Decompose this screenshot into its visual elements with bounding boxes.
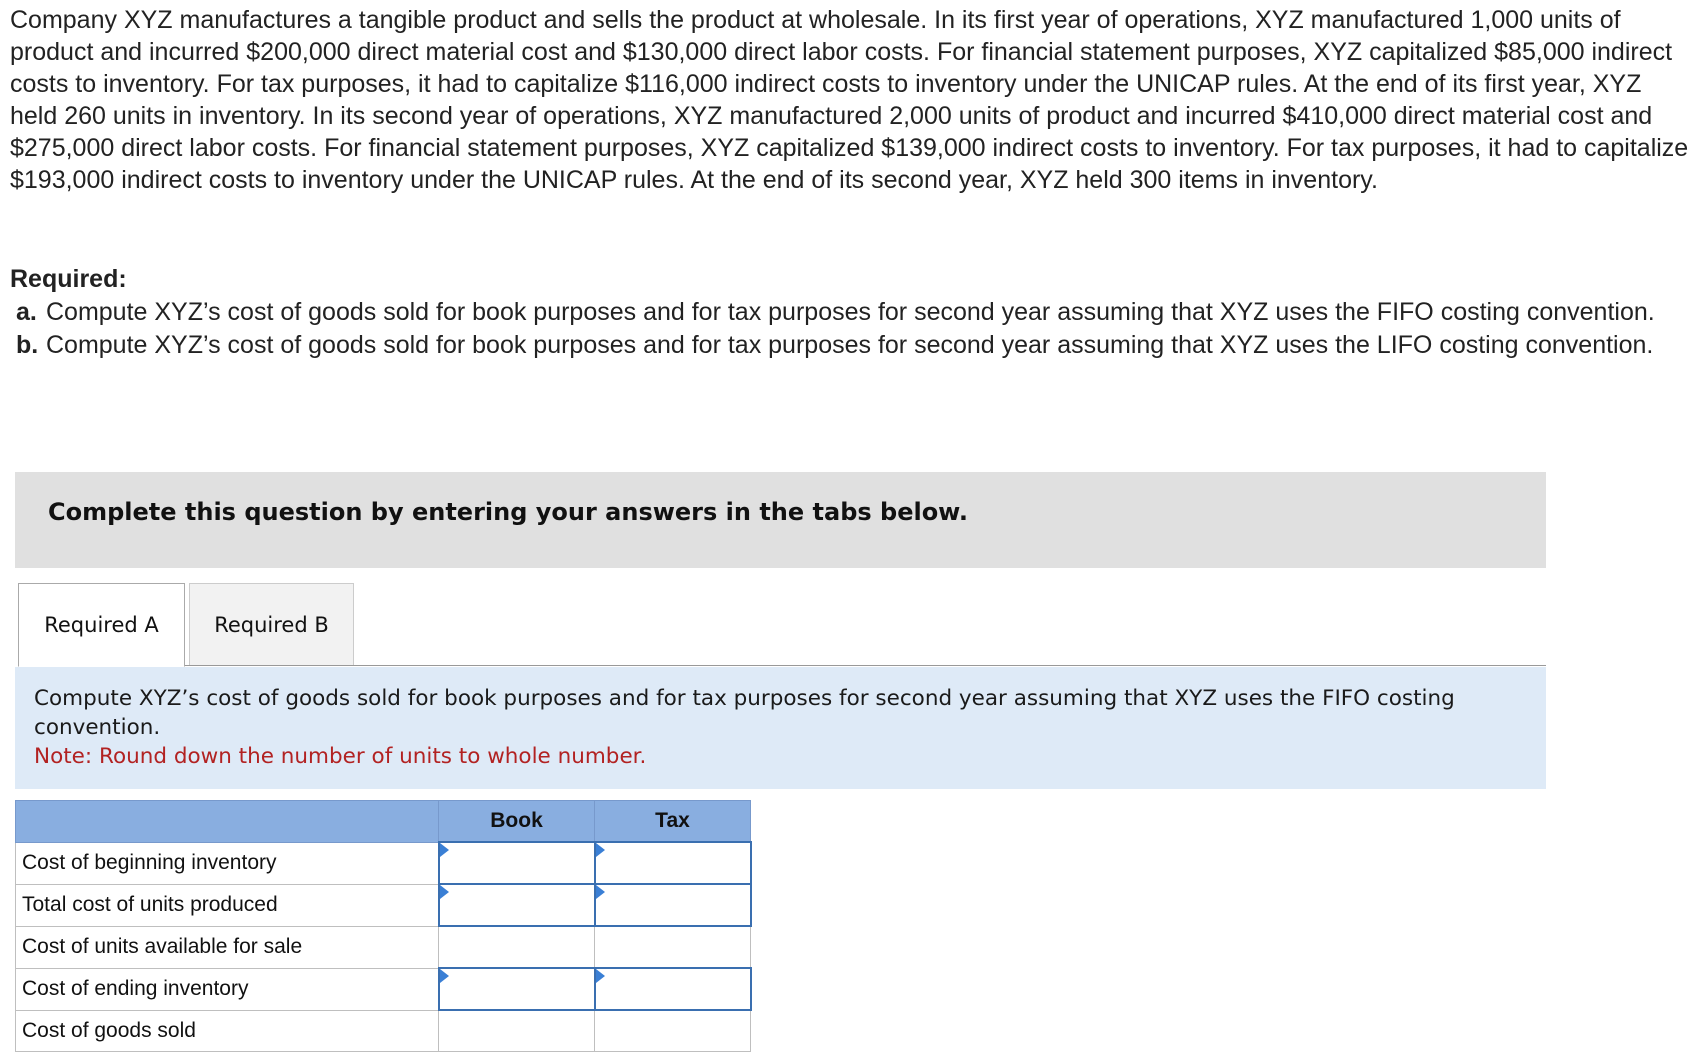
input-marker-icon [596, 885, 605, 899]
units-produced-tax-input[interactable] [596, 885, 750, 925]
available-for-sale-tax-cell [595, 926, 751, 968]
input-marker-icon [440, 969, 449, 983]
requirement-b-text: Compute XYZ’s cost of goods sold for book purposes and for tax purposes for second year assuming that XYZ uses the LIFO costing convention. [46, 331, 1654, 359]
beginning-inventory-tax-cell[interactable] [595, 842, 751, 884]
cogs-tax-cell [595, 1010, 751, 1052]
header-tax: Tax [595, 801, 751, 843]
header-book: Book [439, 801, 595, 843]
tab-bar [18, 583, 1546, 667]
table-row-units-produced [16, 884, 751, 926]
input-marker-icon [440, 843, 449, 857]
input-marker-icon [596, 843, 605, 857]
tab-divider [18, 665, 1546, 666]
row-label: Cost of units available for sale [16, 926, 439, 968]
cogs-book-cell [439, 1010, 595, 1052]
requirement-b [16, 329, 1656, 362]
requirements-list [16, 296, 1656, 362]
input-marker-icon [440, 885, 449, 899]
ending-inventory-book-cell[interactable] [439, 968, 595, 1010]
input-marker-icon [596, 969, 605, 983]
panel-question-text: Compute XYZ’s cost of goods sold for book purposes and for tax purposes for second year assuming that XYZ uses the FIFO costing convention. [34, 686, 1455, 740]
units-produced-book-cell[interactable] [439, 884, 595, 926]
required-heading: Required: [10, 265, 127, 293]
row-label: Total cost of units produced [16, 884, 439, 926]
instruction-banner [15, 472, 1546, 568]
row-label: Cost of ending inventory [16, 968, 439, 1010]
table-row-ending-inventory [16, 968, 751, 1010]
table-row-beginning-inventory [16, 842, 751, 884]
tab-required-b[interactable]: Required B [189, 583, 354, 666]
tab-panel-instructions [15, 667, 1546, 789]
row-label: Cost of beginning inventory [16, 842, 439, 884]
header-label-cell [16, 801, 439, 843]
answer-table [15, 800, 752, 1052]
tab-required-a[interactable]: Required A [18, 583, 185, 667]
available-for-sale-book-cell [439, 926, 595, 968]
beginning-inventory-tax-input[interactable] [596, 843, 750, 883]
beginning-inventory-book-input[interactable] [440, 843, 594, 883]
row-label: Cost of goods sold [16, 1010, 439, 1052]
ending-inventory-book-input[interactable] [440, 969, 594, 1009]
instruction-text: Complete this question by entering your answers in the tabs below. [48, 498, 968, 526]
ending-inventory-tax-input[interactable] [596, 969, 750, 1009]
units-produced-tax-cell[interactable] [595, 884, 751, 926]
requirement-a-text: Compute XYZ’s cost of goods sold for book purposes and for tax purposes for second year assuming that XYZ uses the FIFO costing convention. [46, 298, 1655, 326]
beginning-inventory-book-cell[interactable] [439, 842, 595, 884]
table-row-available-for-sale [16, 926, 751, 968]
units-produced-book-input[interactable] [440, 885, 594, 925]
problem-text: Company XYZ manufactures a tangible product and sells the product at wholesale. In its first year of operations, XYZ manufactured 1,000 units of product and incurred $200,000 direct material cost and $130,000 direct labor costs. For financial statement purposes, XYZ capitalized $85,000 indirect costs to inventory. For tax purposes, it had to capitalize $116,000 indirect costs to inventory under the UNICAP rules. At the end of its first year, XYZ held 260 units in inventory. In its second year of operations, XYZ manufactured 2,000 units of product and incurred $410,000 direct material cost and $275,000 direct labor costs. For financial statement purposes, XYZ capitalized $139,000 indirect costs to inventory. For tax purposes, it had to capitalize $193,000 indirect costs to inventory under the UNICAP rules. At the end of its second year, XYZ held 300 items in inventory. [10, 6, 1689, 194]
ending-inventory-tax-cell[interactable] [595, 968, 751, 1010]
requirement-a-letter: a. [16, 298, 37, 326]
table-header-row [16, 801, 751, 843]
panel-note: Note: Round down the number of units to whole number. [34, 744, 647, 769]
table-row-cogs [16, 1010, 751, 1052]
requirement-b-letter: b. [16, 331, 39, 359]
requirement-a [16, 296, 1656, 329]
